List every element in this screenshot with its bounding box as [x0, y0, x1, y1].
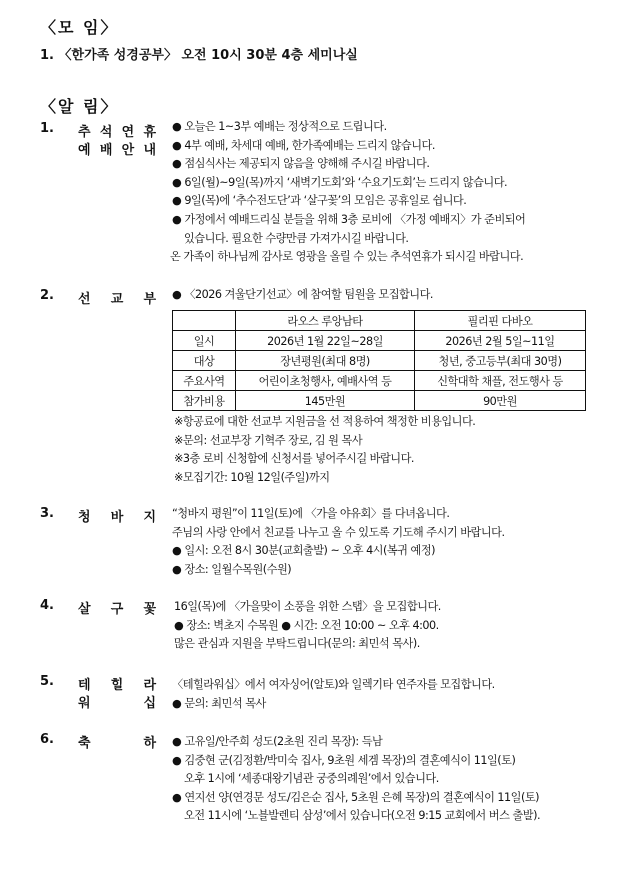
list-item: ● 장소: 일월수목원(수원): [172, 562, 292, 576]
section-6-number: 6.: [40, 732, 54, 747]
table-header-row: [173, 311, 586, 331]
list-item: 〈테힐라워십〉에서 여자싱어(알토)와 일렉기타 연주자를 모집합니다.: [172, 678, 495, 691]
list-item: 있습니다. 필요한 수량만큼 가져가시길 바랍니다.: [184, 231, 409, 245]
list-item: ● 가정에서 예배드리실 분들을 위해 3층 로비에 〈가정 예배지〉가 준비되어: [172, 212, 526, 226]
list-item: 오전 11시에 ‘노블발렌티 삼성’에서 있습니다(오전 9:15 교회에서 버스 출발).: [184, 809, 540, 823]
table-cell: 장년평원(최대 8명): [236, 351, 415, 371]
list-item: ● 장소: 벽초지 수목원 ● 시간: 오전 10:00 ~ 오후 4:00.: [174, 618, 439, 632]
section-5-heading-line-2: 워 십: [78, 696, 156, 711]
table-cell: 대상: [173, 351, 236, 371]
table-cell: 145만원: [236, 391, 415, 411]
table-cell: 참가비용: [173, 391, 236, 411]
list-item: 오후 1시에 ‘세종대왕기념관 궁중의례원’에서 있습니다.: [184, 772, 439, 786]
table-cell: 2026년 2월 5일~11일: [415, 331, 586, 351]
section-1-number: 1.: [40, 121, 54, 136]
list-item: “청바지 평원”이 11일(토)에 〈가을 야유회〉를 다녀옵니다.: [172, 507, 450, 520]
section-5-heading-line-1: 테 힐 라: [78, 678, 156, 693]
section-5-number: 5.: [40, 674, 54, 689]
section-3-heading: 청 바 지: [78, 510, 156, 525]
list-item: ● 연지선 양(연경문 성도/김은순 집사, 5초원 은혜 목장)의 결혼예식이 11일(토): [172, 790, 540, 804]
section-4-number: 4.: [40, 598, 54, 613]
list-item: ● 점심식사는 제공되지 않음을 양해해 주시길 바랍니다.: [172, 157, 430, 171]
list-item: 주님의 사랑 안에서 친교를 나누고 올 수 있도록 기도해 주시기 바랍니다.: [172, 525, 505, 539]
list-item: 많은 관심과 지원을 부탁드립니다(문의: 최민석 목사).: [174, 637, 420, 651]
list-item: ● 9일(목)에 ‘추수전도단’과 ‘살구꽃’의 모임은 공휴일로 쉽니다.: [172, 194, 467, 208]
note-item: ※항공료에 대한 선교부 지원금을 선 적용하여 책정한 비용입니다.: [174, 415, 476, 428]
section-5-body: [172, 676, 495, 713]
table-cell: 주요사역: [173, 371, 236, 391]
list-item: 온 가족이 하나님께 감사로 영광을 올릴 수 있는 추석연휴가 되시길 바랍니다.: [170, 250, 524, 264]
section-1-heading-line-1: 추 석 연 휴: [78, 125, 156, 140]
table-row: [173, 391, 586, 411]
list-item: ● 문의: 최민석 목사: [172, 696, 266, 710]
table-row: [173, 371, 586, 391]
section-2-notes: [174, 413, 475, 487]
section-1-heading-line-2: 예 배 안 내: [78, 143, 156, 158]
list-item: ● 고유일/안주희 성도(2초원 진리 목장): 득남: [172, 735, 383, 748]
table-row: [173, 331, 586, 351]
section-2-number: 2.: [40, 288, 54, 303]
list-item: ● 일시: 오전 8시 30분(교회출발) ~ 오후 4시(복귀 예정): [172, 544, 436, 558]
table-cell: 일시: [173, 331, 236, 351]
note-item: ※문의: 선교부장 기혁주 장로, 김 원 목사: [174, 433, 363, 447]
meeting-line: 1. 〈한가족 성경공부〉 오전 10시 30분 4층 세미나실: [40, 48, 358, 63]
meeting-section-title: 〈모 임〉: [40, 18, 119, 37]
list-item: ● 6일(월)~9일(목)까지 ‘새벽기도회’와 ‘수요기도회’는 드리지 않습니다.: [172, 175, 508, 189]
list-item: ● 오늘은 1~3부 예배는 정상적으로 드립니다.: [172, 120, 387, 133]
section-2-intro: ● 〈2026 겨울단기선교〉에 참여할 팀원을 모집합니다.: [172, 288, 433, 301]
table-header-cell: 필리핀 다바오: [415, 311, 586, 331]
section-6-body: [172, 733, 540, 826]
list-item: ● 4부 예배, 차세대 예배, 한가족예배는 드리지 않습니다.: [172, 138, 435, 152]
notices-section-title: 〈알 림〉: [40, 97, 119, 116]
table-cell: 어린이초청행사, 예배사역 등: [236, 371, 415, 391]
table-cell: 신학대학 채플, 전도행사 등: [415, 371, 586, 391]
section-6-heading: 축 하: [78, 736, 156, 751]
list-item: 16일(목)에 〈가을맞이 소풍을 위한 스탭〉을 모집합니다.: [174, 600, 441, 613]
section-4-heading: 살 구 꽃: [78, 602, 156, 617]
table-cell: 청년, 중고등부(최대 30명): [415, 351, 586, 371]
table-row: [173, 351, 586, 371]
section-1-body: [172, 118, 525, 267]
table-header-cell: [173, 311, 236, 331]
section-3-body: [172, 505, 505, 579]
section-3-number: 3.: [40, 506, 54, 521]
table-cell: 2026년 1월 22일~28일: [236, 331, 415, 351]
section-2-heading: 선 교 부: [78, 292, 156, 307]
mission-table: [172, 310, 586, 411]
list-item: ● 김중현 군(김정환/박미숙 집사, 9초원 세겜 목장)의 결혼예식이 11일(토): [172, 753, 516, 767]
note-item: ※모집기간: 10월 12일(주일)까지: [174, 470, 330, 484]
section-4-body: [174, 598, 441, 654]
note-item: ※3층 로비 신청함에 신청서를 넣어주시길 바랍니다.: [174, 452, 414, 466]
table-header-cell: 라오스 루앙남타: [236, 311, 415, 331]
table-cell: 90만원: [415, 391, 586, 411]
